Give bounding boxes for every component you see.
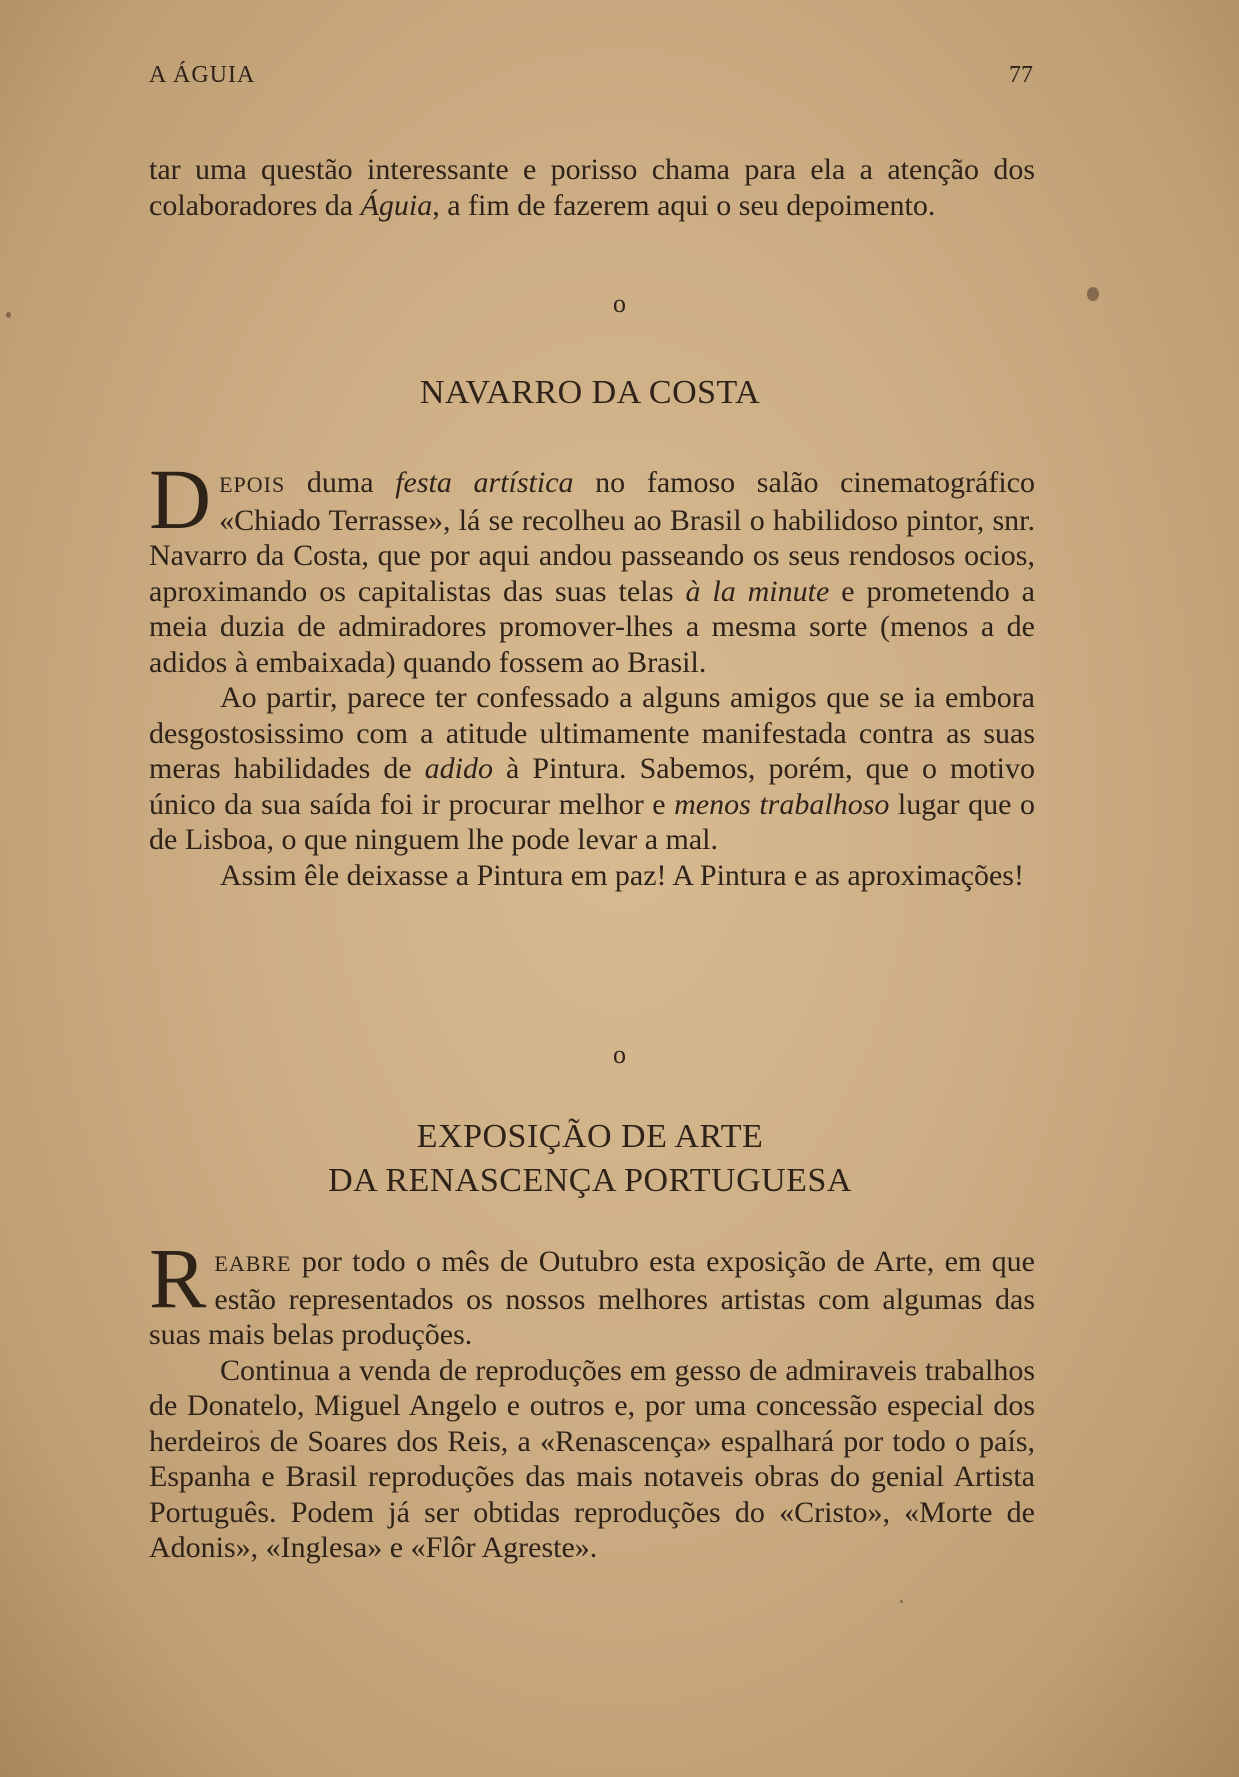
page-number: 77 xyxy=(1009,62,1033,88)
intro-paragraph xyxy=(149,152,1035,223)
italic-run: festa artística xyxy=(395,466,574,499)
section-divider: o xyxy=(613,289,626,318)
title-line: EXPOSIÇÃO DE ARTE xyxy=(416,1118,764,1155)
text-run: Ao partir, parece ter confessado a alguns amigos que se ia embora desgostosissimo com a atitude ultimamente manifestada contra as suas meras habilidades de xyxy=(149,681,1035,785)
paper-speck xyxy=(900,1600,903,1603)
italic-run: Águia xyxy=(360,188,433,222)
italic-run: adido xyxy=(424,752,494,785)
title-line: DA RENASCENÇA PORTUGUESA xyxy=(328,1162,852,1199)
small-caps: EPOIS xyxy=(219,472,286,497)
drop-cap: D xyxy=(149,451,212,547)
text-run: no famoso salão cinematográfico «Chiado Terrasse», lá se recolheu ao Brasil o habilidoso pintor, snr. Navarro da Costa, que por aqui andou passeando os seus rendosos ocios, aproximando os capitalistas das suas telas xyxy=(149,466,1036,608)
italic-run: menos trabalhoso xyxy=(674,787,890,821)
section-title xyxy=(0,1115,1180,1203)
italic-run: à la minute xyxy=(685,574,830,608)
paragraph: Assim êle deixasse a Pintura em paz! A Pintura e as aproximações! xyxy=(220,858,1024,892)
text-run: lugar que o de Lisboa, o que ninguem lhe pode levar a mal. xyxy=(149,787,1035,856)
text-run: duma xyxy=(285,466,396,499)
text-run: à Pintura. Sabemos, porém, que o motivo único da sua saída foi ir procurar melhor e xyxy=(149,752,1035,821)
intro-text xyxy=(149,152,1035,223)
text-run: , a fim de fazerem aqui o seu depoimento. xyxy=(432,188,936,222)
section-title: NAVARRO DA COSTA xyxy=(419,374,761,411)
text-run: por todo o mês de Outubro esta exposição de Arte, em que estão representados os nossos melhores artistas com algumas das suas mais belas produções. xyxy=(149,1245,1035,1351)
section-divider: o xyxy=(613,1040,626,1069)
paragraph xyxy=(149,451,1036,680)
article-exposicao xyxy=(149,1230,1035,1566)
paragraph: Continua a venda de reproduções em gesso de admiraveis trabalhos de Donatelo, Miguel Angelo e outros e, por uma concessão especial dos herdeiros de Soares dos Reis, a «Renascença» espalhará por todo o país, Espanha e Brasil reproduções das mais notaveis obras do genial Artista Português. Podem já ser obtidas reproduções do «Cristo», «Morte de Adonis», «Inglesa» e «Flôr Agreste». xyxy=(149,1353,1035,1564)
running-header xyxy=(149,62,1033,102)
paragraph xyxy=(149,680,1035,858)
drop-cap: R xyxy=(149,1230,207,1326)
small-caps: EABRE xyxy=(214,1251,292,1276)
text-run: tar uma questão interessante e porisso chama para ela a atenção dos colaboradores da xyxy=(149,153,1035,222)
journal-title: A ÁGUIA xyxy=(149,62,256,88)
paragraph xyxy=(149,1230,1035,1353)
text-run: e prometendo a meia duzia de admiradores promover-lhes a mesma sorte (menos a de adidos à embaixada) quando fossem ao Brasil. xyxy=(149,574,1035,679)
article-navarro xyxy=(149,451,1036,893)
